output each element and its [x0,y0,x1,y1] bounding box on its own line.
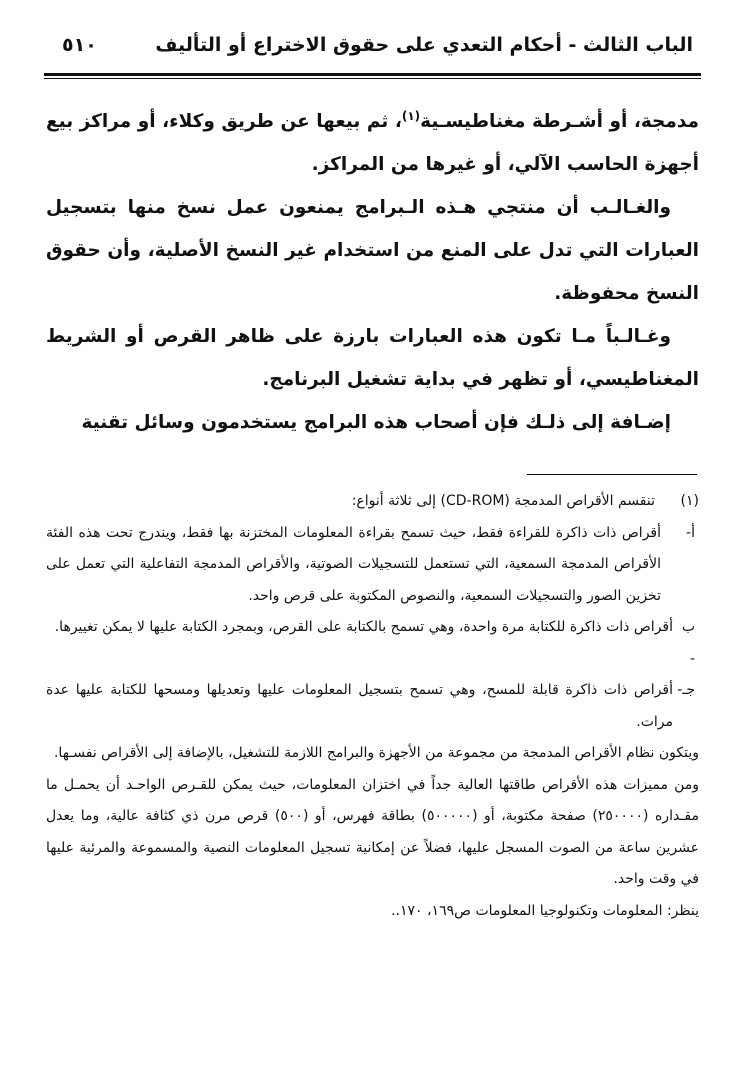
footnotes [46,486,699,927]
list-marker: ب - [681,619,695,667]
footnote-paragraph: ويتكون نظام الأقراص المدمجة من مجموعة من الأجهزة والبرامج اللازمة للتشغيل، بالإضافة إلى الأقراص نفسـها. [53,745,699,761]
body-paragraph-text: مدمجة، أو أشـرطة مغناطيسـية [420,111,699,132]
list-item-text: أقراص ذات ذاكرة قابلة للمسح، وهي تسمح بتسجيل المعلومات عليها وتعديلها ومسحها للكتابة عليها عدة مرات. [46,682,673,730]
footnote-reference-note: ينظر: المعلومات وتكنولوجيا المعلومات ص١٦٩، ١٧٠.. [391,902,699,919]
list-marker: أ- [686,524,695,541]
chapter-title: الباب الثالث - أحكام التعدي على حقوق الاختراع أو التأليف [155,34,693,56]
list-item-text: أقراص ذات ذاكرة للقراءة فقط، حيث تسمح بقراءة المعلومات المختزنة بها فقط، ويندرج تحت هذه الفئة الأقراص المدمجة السمعية، التي تستعمل للتسجيلات الصوتية، والأقراص المدمجة التفاعلية التي تعمل على تخزين الصور والتسجيلات السمعية، والنصوص المكتوبة على قرص واحد. [46,524,661,604]
header-rule-thick [44,73,701,76]
footnote-intro: تنقسم الأقراص المدمجة (CD-ROM) إلى ثلاثة أنواع: [351,493,655,509]
footnote-list-item [46,518,695,613]
body-paragraph: وغـالـباً مـا تكون هذه العبارات بارزة على ظاهر القرص أو الشريط المغناطيسي، أو تظهر في بداية تشغيل البرنامج. [46,326,699,390]
body-paragraph: إضـافة إلى ذلـك فإن أصحاب هذه البرامج يستخدمون وسائل تقنية [81,412,671,433]
list-item-text: أقراص ذات ذاكرة للكتابة مرة واحدة، وهي تسمح بالكتابة على القرص، وبمجرد الكتابة عليها لا يمكن تغييرها. [54,619,673,635]
running-header [40,30,705,70]
footnote-list-item [46,612,695,675]
list-marker: جـ- [677,682,695,698]
page-number: ٥١٠ [62,34,97,56]
footnote-separator [527,474,697,475]
footnote-reference: (١) [401,108,421,123]
footnote-header [46,486,699,518]
footnote-paragraph: ومن مميزات هذه الأقراص طاقتها العالية جداً في اختزان المعلومات، حيث يمكن للقـرص الواحـد أن يحمـل ما مقـداره (٢٥٠٠٠٠) صفحة مكتوبة، أو (٥٠٠٠٠٠) بطاقة فهرس، أو (٥٠٠) قرص مرن ذي كثافة عالية، وما يعدل عشرين ساعة من الصوت المسجل عليها، فضلاً عن إمكانية تسجيل المعلومات النصية والمسموعة والمرئية عليها في وقت واحد. [46,776,699,887]
body-text [46,100,699,444]
footnote-list-item [46,675,695,738]
body-paragraph-text: ، ثم بيعها عن طريق وكلاء، أو مراكز بيع أجهزة الحاسب الآلي، أو غيرها من المراكز. [46,111,699,175]
body-paragraph: والغـالـب أن منتجي هـذه الـبرامج يمنعون عمل نسخ منها بتسجيل العبارات التي تدل على المنع من استخدام غير النسخ الأصلية، وأن حقوق النسخ محفوظة. [46,197,699,304]
header-rule-thin [44,78,701,79]
footnote-number: (١) [680,493,699,509]
body-paragraph [46,100,699,186]
